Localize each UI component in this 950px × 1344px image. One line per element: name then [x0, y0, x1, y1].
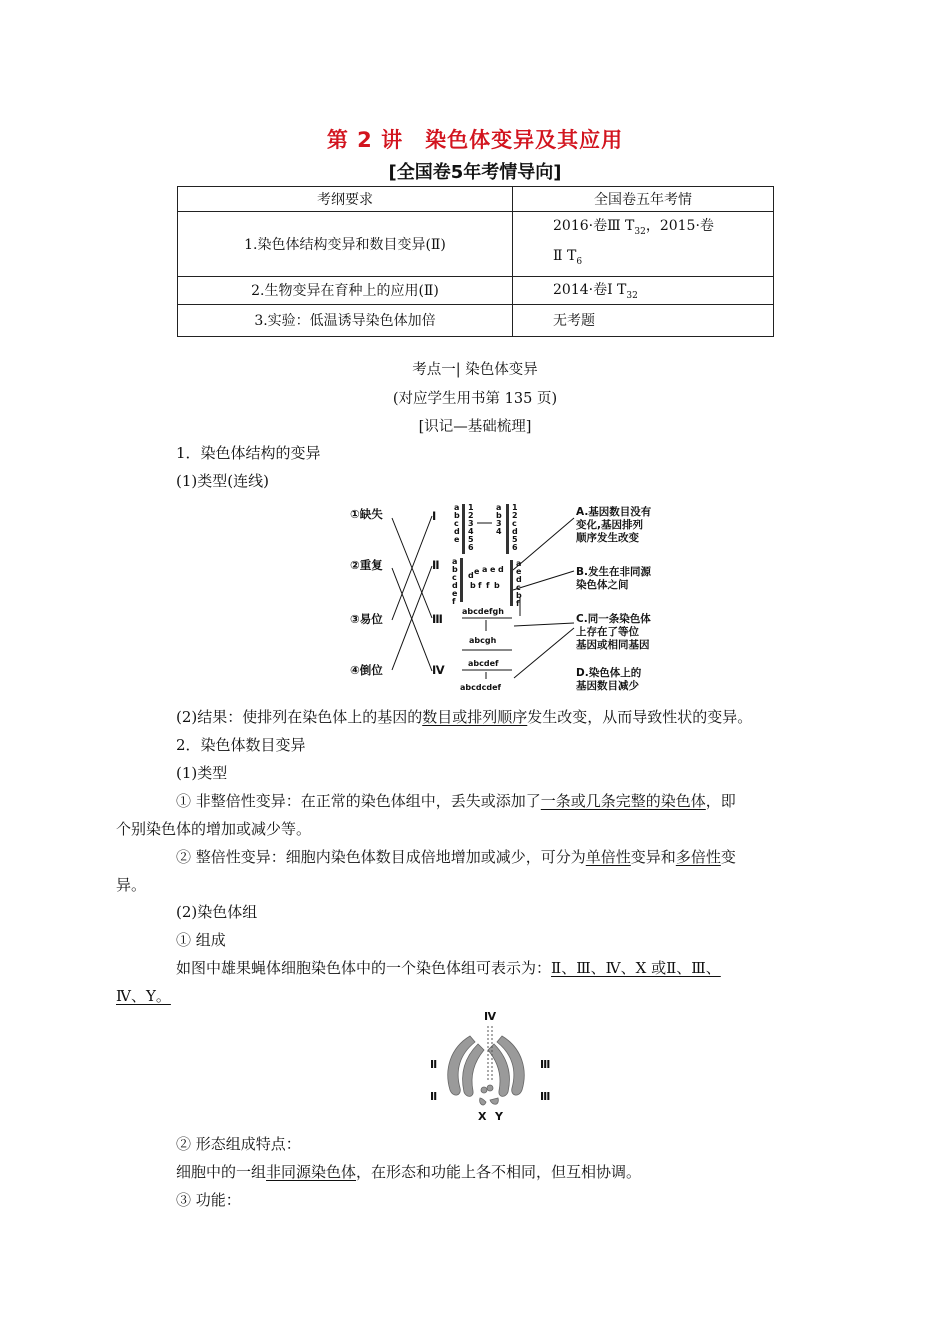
heading-2: 2．染色体数目变异 [176, 736, 306, 754]
svg-text:a: a [482, 565, 488, 574]
svg-text:5: 5 [512, 535, 518, 544]
svg-text:3: 3 [496, 519, 502, 528]
diagram-roman: Ⅲ [432, 612, 443, 626]
svg-text:b: b [452, 565, 458, 574]
table-header: 考纲要求 [178, 187, 513, 212]
chromosome-label: Y [495, 1110, 503, 1123]
diagram-right-label: B.发生在非同源 [576, 566, 651, 578]
svg-text:d: d [498, 565, 504, 574]
diagram-left-label: ③易位 [350, 612, 383, 626]
svg-text:基因或相同基因: 基因或相同基因 [576, 639, 650, 651]
svg-text:e: e [474, 567, 480, 576]
sequence-label: abcdef [468, 659, 499, 668]
svg-text:b: b [470, 581, 476, 590]
table-row [178, 276, 774, 304]
svg-text:a: a [496, 503, 502, 512]
svg-text:3: 3 [468, 519, 474, 528]
svg-text:2: 2 [512, 511, 518, 520]
svg-text:a: a [452, 557, 458, 566]
table-cell: 2.生物变异在育种上的应用(Ⅱ) [178, 276, 513, 304]
table-header: 全国卷五年考情 [513, 187, 774, 212]
heading-2-2-3: ③ 功能： [176, 1191, 241, 1209]
svg-text:变化,基因排列: 变化,基因排列 [576, 519, 643, 531]
paragraph-composition: 如图中雄果蝇体细胞染色体中的一个染色体组可表示为：Ⅱ、Ⅲ、Ⅳ、X 或Ⅱ、Ⅲ、 Ⅳ、Y。 [116, 959, 721, 1005]
heading-2-1: (1)类型 [176, 764, 228, 782]
svg-text:染色体之间: 染色体之间 [576, 579, 629, 591]
diagram-roman: Ⅱ [432, 558, 440, 572]
sequence-label: abcgh [469, 636, 497, 645]
heading-1: 1．染色体结构的变异 [176, 444, 321, 462]
diagram-right-label: C.同一条染色体 [576, 613, 651, 625]
svg-text:1: 1 [512, 503, 518, 512]
svg-text:4: 4 [496, 527, 502, 536]
svg-text:e: e [452, 589, 458, 598]
exam-table [177, 186, 774, 337]
diagram-right-label: D.染色体上的 [576, 667, 642, 679]
matching-lines [392, 516, 574, 678]
heading-1-1: (1)类型(连线) [176, 472, 269, 490]
sequence-label: abcdcdef [460, 683, 501, 692]
diagram-right-label: A.基因数目没有 [576, 506, 652, 518]
svg-text:c: c [452, 573, 457, 582]
svg-text:c: c [516, 583, 521, 592]
heading-2-2-2: ② 形态组成特点： [176, 1135, 301, 1153]
svg-text:a: a [454, 503, 460, 512]
svg-text:f: f [452, 597, 456, 606]
chromosome-label: Ⅱ [430, 1090, 438, 1103]
table-row [178, 212, 774, 277]
svg-text:f: f [486, 581, 490, 590]
chromosome-label: Ⅲ [540, 1058, 551, 1071]
table-cell: 1.染色体结构变异和数目变异(Ⅱ) [178, 212, 513, 277]
svg-text:基因数目减少: 基因数目减少 [576, 680, 639, 692]
table-cell: 无考题 [513, 304, 774, 336]
chromosome-label: Ⅳ [484, 1010, 497, 1023]
svg-text:e: e [516, 567, 522, 576]
chromosome-sketch [452, 503, 522, 692]
heading-2-2: (2)染色体组 [176, 903, 258, 921]
svg-text:d: d [452, 581, 458, 590]
page-subtitle: [全国卷5年考情导向] [388, 162, 562, 183]
svg-text:a: a [516, 559, 522, 568]
svg-text:c: c [454, 519, 459, 528]
chromosome-label: X [478, 1110, 487, 1123]
heading-2-2-1: ① 组成 [176, 931, 226, 949]
diagram-left-label: ②重复 [350, 558, 383, 572]
svg-text:e: e [490, 565, 496, 574]
section-tag: [识记—基础梳理] [418, 419, 532, 435]
svg-text:f: f [516, 599, 520, 608]
chromosome-label: Ⅱ [430, 1058, 438, 1071]
svg-text:1: 1 [468, 503, 474, 512]
sequence-label: abcdefgh [462, 607, 504, 616]
table-header-row [178, 187, 774, 212]
svg-text:f: f [478, 581, 482, 590]
section-page-ref: (对应学生用书第 135 页) [392, 391, 558, 407]
chromosome-shapes [448, 1036, 524, 1105]
section-heading: 考点一| 染色体变异 [412, 362, 538, 378]
table-row [178, 304, 774, 336]
svg-text:6: 6 [512, 543, 518, 552]
result-paragraph: (2)结果：使排列在染色体上的基因的数目或排列顺序发生改变，从而导致性状的变异。 [176, 708, 753, 726]
svg-text:上存在了等位: 上存在了等位 [576, 626, 639, 638]
table-cell: 3.实验：低温诱导染色体加倍 [178, 304, 513, 336]
svg-text:b: b [496, 511, 502, 520]
chromosome-label: Ⅲ [540, 1090, 551, 1103]
paragraph-euploidy: ② 整倍性变异：细胞内染色体数目成倍地增加或减少，可分为单倍性变异和多倍性变 异。 [116, 848, 736, 894]
fruitfly-chromosome-diagram [420, 1008, 560, 1128]
svg-text:d: d [454, 527, 460, 536]
svg-text:e: e [454, 535, 460, 544]
svg-text:d: d [468, 571, 474, 580]
diagram-left-label: ④倒位 [350, 663, 383, 677]
svg-text:d: d [516, 575, 522, 584]
diagram-roman: Ⅰ [432, 509, 437, 523]
svg-text:b: b [494, 581, 500, 590]
svg-text:2: 2 [468, 511, 474, 520]
svg-text:d: d [512, 527, 518, 536]
svg-text:6: 6 [468, 543, 474, 552]
svg-text:c: c [512, 519, 517, 528]
page-title: 第 2 讲 染色体变异及其应用 [326, 128, 624, 152]
svg-text:b: b [516, 591, 522, 600]
svg-text:顺序发生改变: 顺序发生改变 [576, 532, 639, 544]
diagram-roman: Ⅳ [432, 663, 445, 677]
svg-text:5: 5 [468, 535, 474, 544]
structure-variation-diagram [340, 498, 690, 698]
paragraph-aneuploidy: ① 非整倍性变异：在正常的染色体组中，丢失或添加了一条或几条完整的染色体，即 个别染色体的增加或减少等。 [116, 792, 736, 838]
diagram-left-label: ①缺失 [350, 507, 383, 521]
svg-text:b: b [454, 511, 460, 520]
svg-text:4: 4 [468, 527, 474, 536]
table-cell: 2016·卷Ⅲ $T_{32}$，2015·卷 Ⅱ $T_6$ [513, 212, 774, 277]
paragraph-features: 细胞中的一组非同源染色体，在形态和功能上各不相同，但互相协调。 [176, 1163, 642, 1181]
table-cell: 2014·卷Ⅰ $T_{32}$ [513, 276, 774, 304]
